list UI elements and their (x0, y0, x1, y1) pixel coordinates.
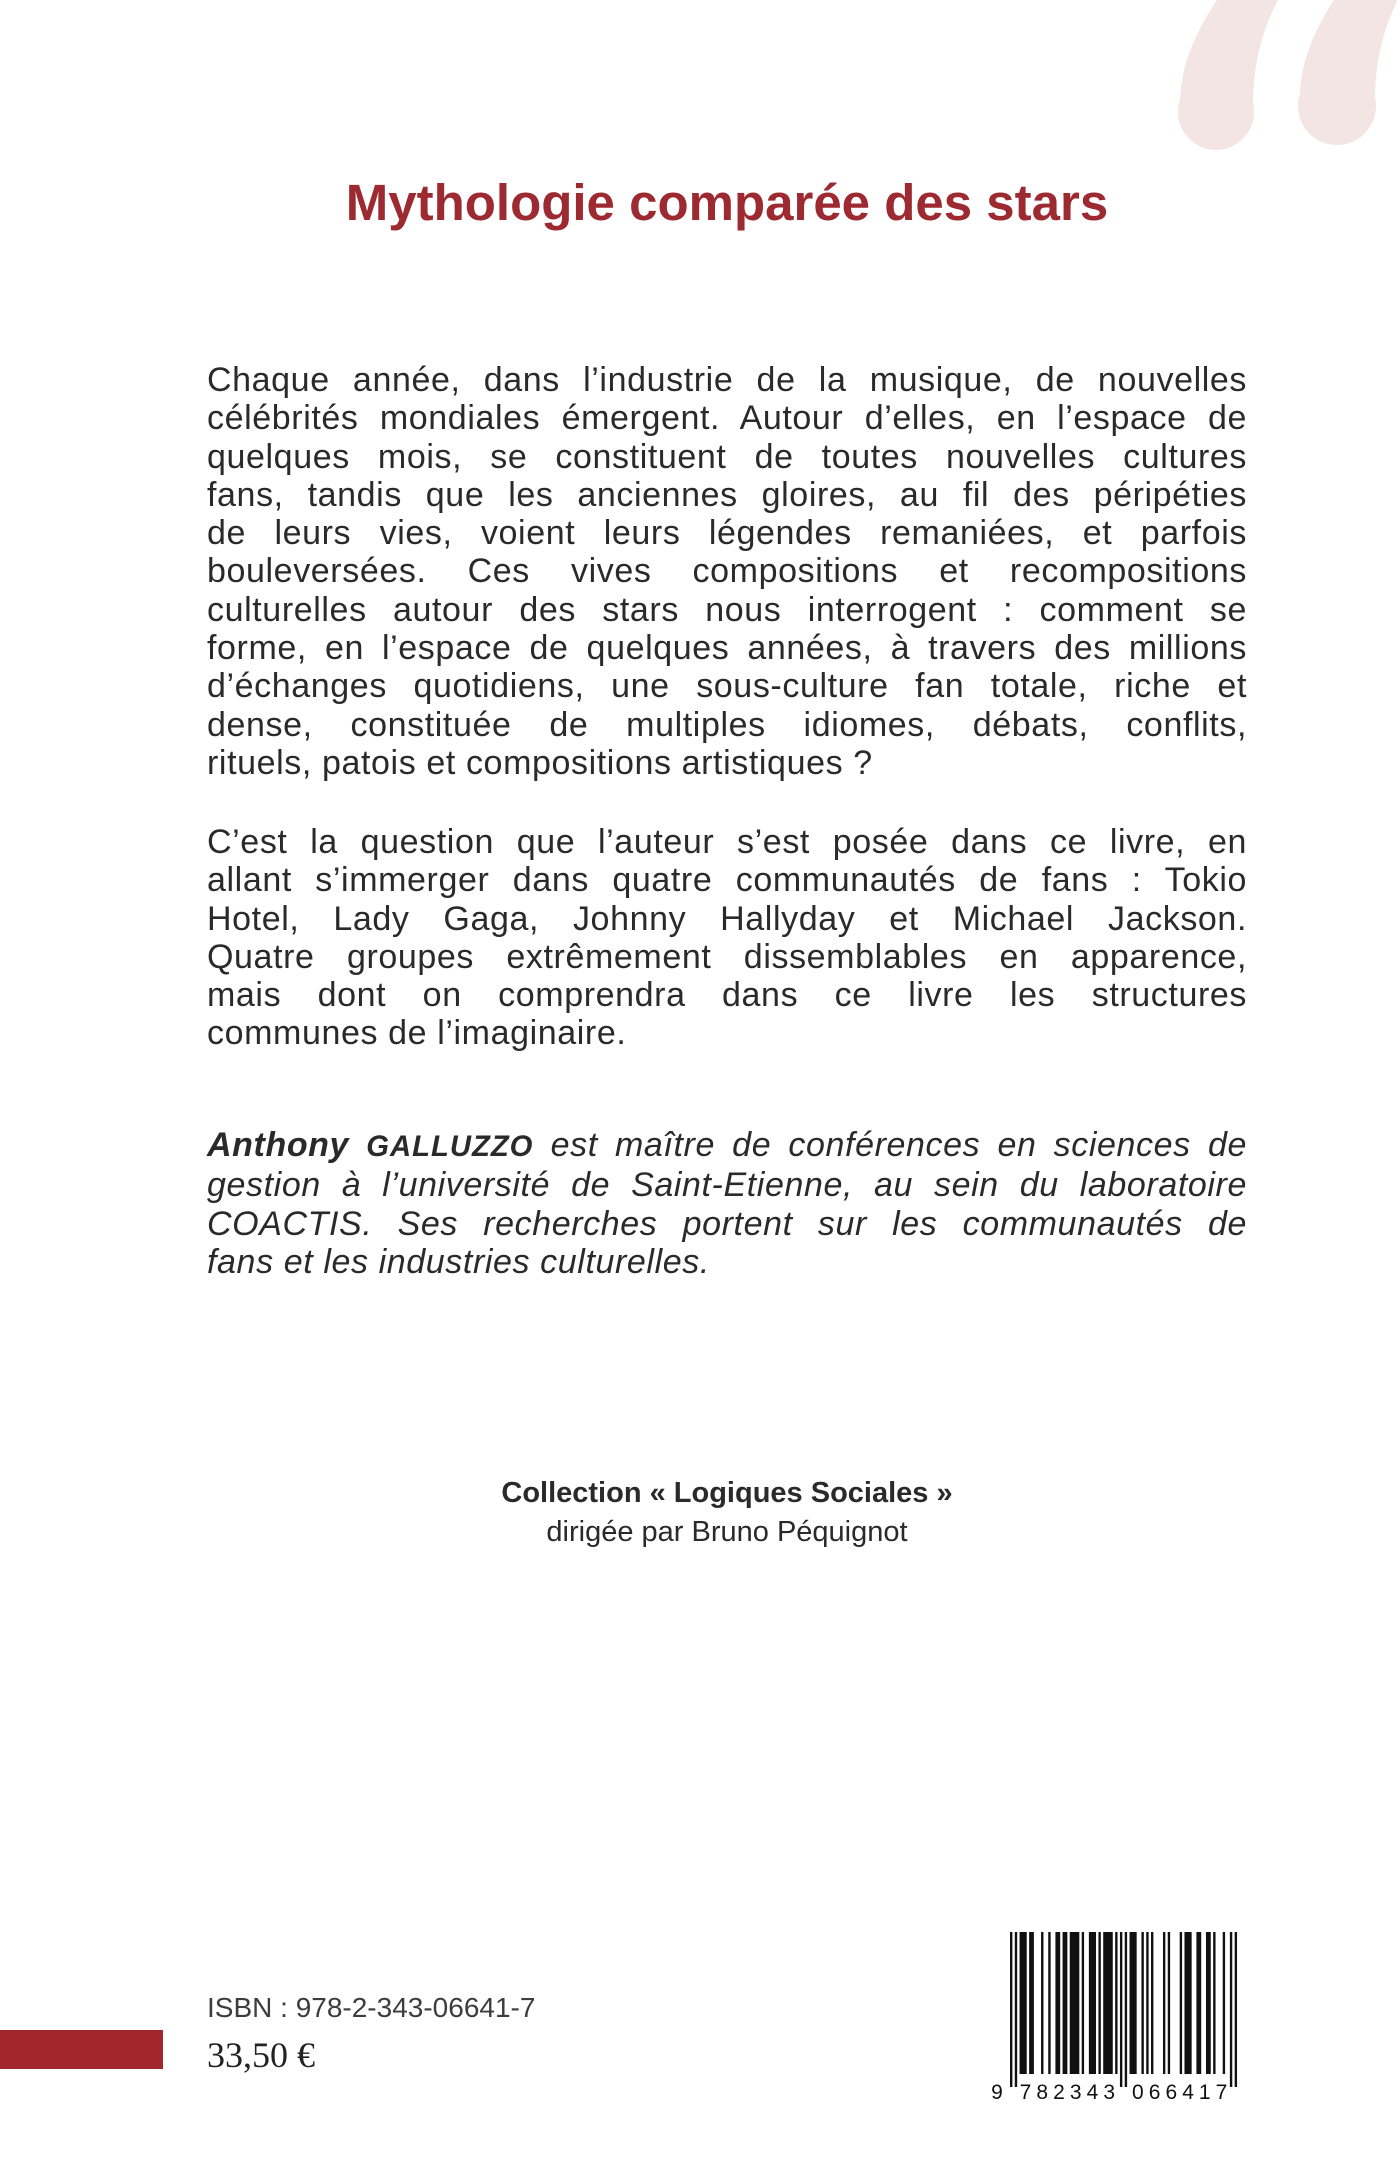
barcode-guard-bar (1120, 1932, 1122, 2087)
barcode-digit: 3 (1103, 2081, 1116, 2104)
bio-text: est maître de conférences en sciences de (550, 1126, 1247, 1164)
text-line (207, 552, 1247, 590)
book-title: Mythologie comparée des stars (345, 174, 1109, 231)
isbn-label: ISBN : 978-2-343-06641-7 (207, 1992, 536, 2023)
quote-mark-left-icon (1178, 0, 1294, 150)
barcode-bar (1055, 1932, 1060, 2074)
quote-mark-icon (1150, 0, 1400, 170)
collection-name: Collection « Logiques Sociales » (501, 1477, 953, 1509)
barcode-bar (1029, 1932, 1034, 2074)
barcode-guard-bar (1230, 1932, 1232, 2087)
author-last-name: GALLUZZO (366, 1131, 534, 1163)
barcode-bar (1063, 1932, 1068, 2074)
text-line (207, 823, 1247, 861)
text-line (207, 861, 1247, 899)
barcode-digit: 7 (1215, 2081, 1228, 2104)
text-line-content: quelques mois, se constituent de toutes nouvelles cultures (207, 437, 1247, 476)
accent-bar (0, 2030, 163, 2069)
text-line (207, 976, 1247, 1014)
text-line-content: communes de l’imaginaire. (207, 1014, 627, 1053)
author-bio (207, 1126, 1247, 1281)
bio-line-content (207, 1126, 1247, 1166)
text-line-content: culturelles autour des stars nous interrogent : comment se (207, 590, 1247, 629)
bio-line (207, 1126, 1247, 1166)
barcode-bar (1168, 1932, 1170, 2074)
barcode-bar (1098, 1932, 1100, 2074)
text-line (207, 399, 1247, 437)
text-line (207, 361, 1247, 399)
barcode-guard-bar (1010, 1932, 1012, 2087)
collection-info (207, 1474, 1247, 1551)
barcode-bar (1141, 1932, 1143, 2074)
text-line-content: allant s’immerger dans quatre communautés de fans : Tokio (207, 861, 1247, 900)
barcode-bar (1223, 1932, 1225, 2074)
barcode-bar (1082, 1932, 1084, 2074)
barcode-digit: 4 (1182, 2081, 1194, 2104)
text-line-content: fans, tandis que les anciennes gloires, au fil des péripéties (207, 475, 1247, 514)
quote-mark-right-icon (1298, 0, 1400, 145)
price-label: 33,50 € (207, 2035, 315, 2075)
text-line (207, 629, 1247, 667)
text-line (207, 938, 1247, 976)
text-line-content: dense, constituée de multiples idiomes, débats, conflits, (207, 705, 1247, 744)
barcode-bar (1151, 1932, 1153, 2074)
barcode-bar (1163, 1932, 1165, 2074)
barcode-bar (1180, 1932, 1182, 2074)
bio-line-content: fans et les industries culturelles. (207, 1242, 710, 1281)
text-line (207, 591, 1247, 629)
barcode-digit: 6 (1148, 2081, 1161, 2104)
barcode-digit: 9 (991, 2081, 1003, 2104)
barcode-bar (1206, 1932, 1211, 2074)
text-line-content: C’est la question que l’auteur s’est posée dans ce livre, en (207, 823, 1247, 861)
barcode-digit: 4 (1086, 2081, 1099, 2104)
text-line-content: rituels, patois et compositions artistiques ? (207, 743, 873, 782)
barcode-digit: 3 (1069, 2081, 1082, 2104)
bio-line (207, 1166, 1247, 1204)
barcode-bar (1196, 1932, 1201, 2074)
barcode-digit: 6 (1165, 2081, 1178, 2104)
description-paragraph (207, 361, 1247, 782)
barcode-guard-bar (1125, 1932, 1127, 2087)
text-line (207, 438, 1247, 476)
bio-line (207, 1205, 1247, 1243)
barcode-guard-bar (1235, 1932, 1237, 2087)
barcode-bar (1070, 1932, 1080, 2074)
text-line-content: bouleversées. Ces vives compositions et recompositions (207, 552, 1247, 591)
text-line-content: d’échanges quotidiens, une sous-culture fan totale, riche et (207, 667, 1247, 706)
barcode-digit: 0 (1132, 2081, 1144, 2104)
barcode-bar (1146, 1932, 1148, 2074)
barcode-bar (1089, 1932, 1096, 2074)
barcode-bar (1184, 1932, 1191, 2074)
barcode-digit: 1 (1198, 2081, 1211, 2104)
barcode-digit: 7 (1019, 2081, 1032, 2104)
text-line (207, 1014, 1247, 1052)
text-line-content: célébrités mondiales émergent. Autour d’elles, en l’espace de (207, 399, 1247, 438)
text-line-content: Chaque année, dans l’industrie de la musique, de nouvelles (207, 361, 1247, 399)
text-line-content: mais dont on comprendra dans ce livre les structures (207, 976, 1247, 1015)
text-line (207, 514, 1247, 552)
barcode-digit: 8 (1036, 2081, 1049, 2104)
barcode-bar (1115, 1932, 1117, 2074)
barcode-digit: 2 (1053, 2081, 1065, 2104)
text-line (207, 744, 1247, 782)
text-line-content: de leurs vies, voient leurs légendes remaniées, et parfois (207, 514, 1247, 553)
collection-director: dirigée par Bruno Péquignot (546, 1515, 908, 1548)
bio-line (207, 1243, 1247, 1281)
author-first-name: Anthony (207, 1126, 350, 1164)
barcode-bar (1103, 1932, 1113, 2074)
description-paragraph (207, 823, 1247, 1053)
barcode-guard-bar (1015, 1932, 1017, 2087)
barcode-bar (1048, 1932, 1050, 2074)
barcode-bar (1041, 1932, 1043, 2074)
text-line-content: forme, en l’espace de quelques années, à travers des millions (207, 629, 1247, 668)
text-line (207, 706, 1247, 744)
barcode-bar (1130, 1932, 1137, 2074)
barcode-bar (1020, 1932, 1027, 2074)
text-line-content: Hotel, Lady Gaga, Johnny Hallyday et Michael Jackson. (207, 899, 1247, 938)
text-line (207, 476, 1247, 514)
text-line (207, 900, 1247, 938)
text-line-content: Quatre groupes extrêmement dissemblables en apparence, (207, 937, 1247, 976)
bio-line-content: gestion à l’université de Saint-Etienne, au sein du laboratoire (207, 1166, 1247, 1205)
bio-line-content: COACTIS. Ses recherches portent sur les communautés de (207, 1204, 1247, 1243)
barcode-bar (1213, 1932, 1215, 2074)
barcode (985, 1927, 1247, 2107)
text-line (207, 667, 1247, 705)
